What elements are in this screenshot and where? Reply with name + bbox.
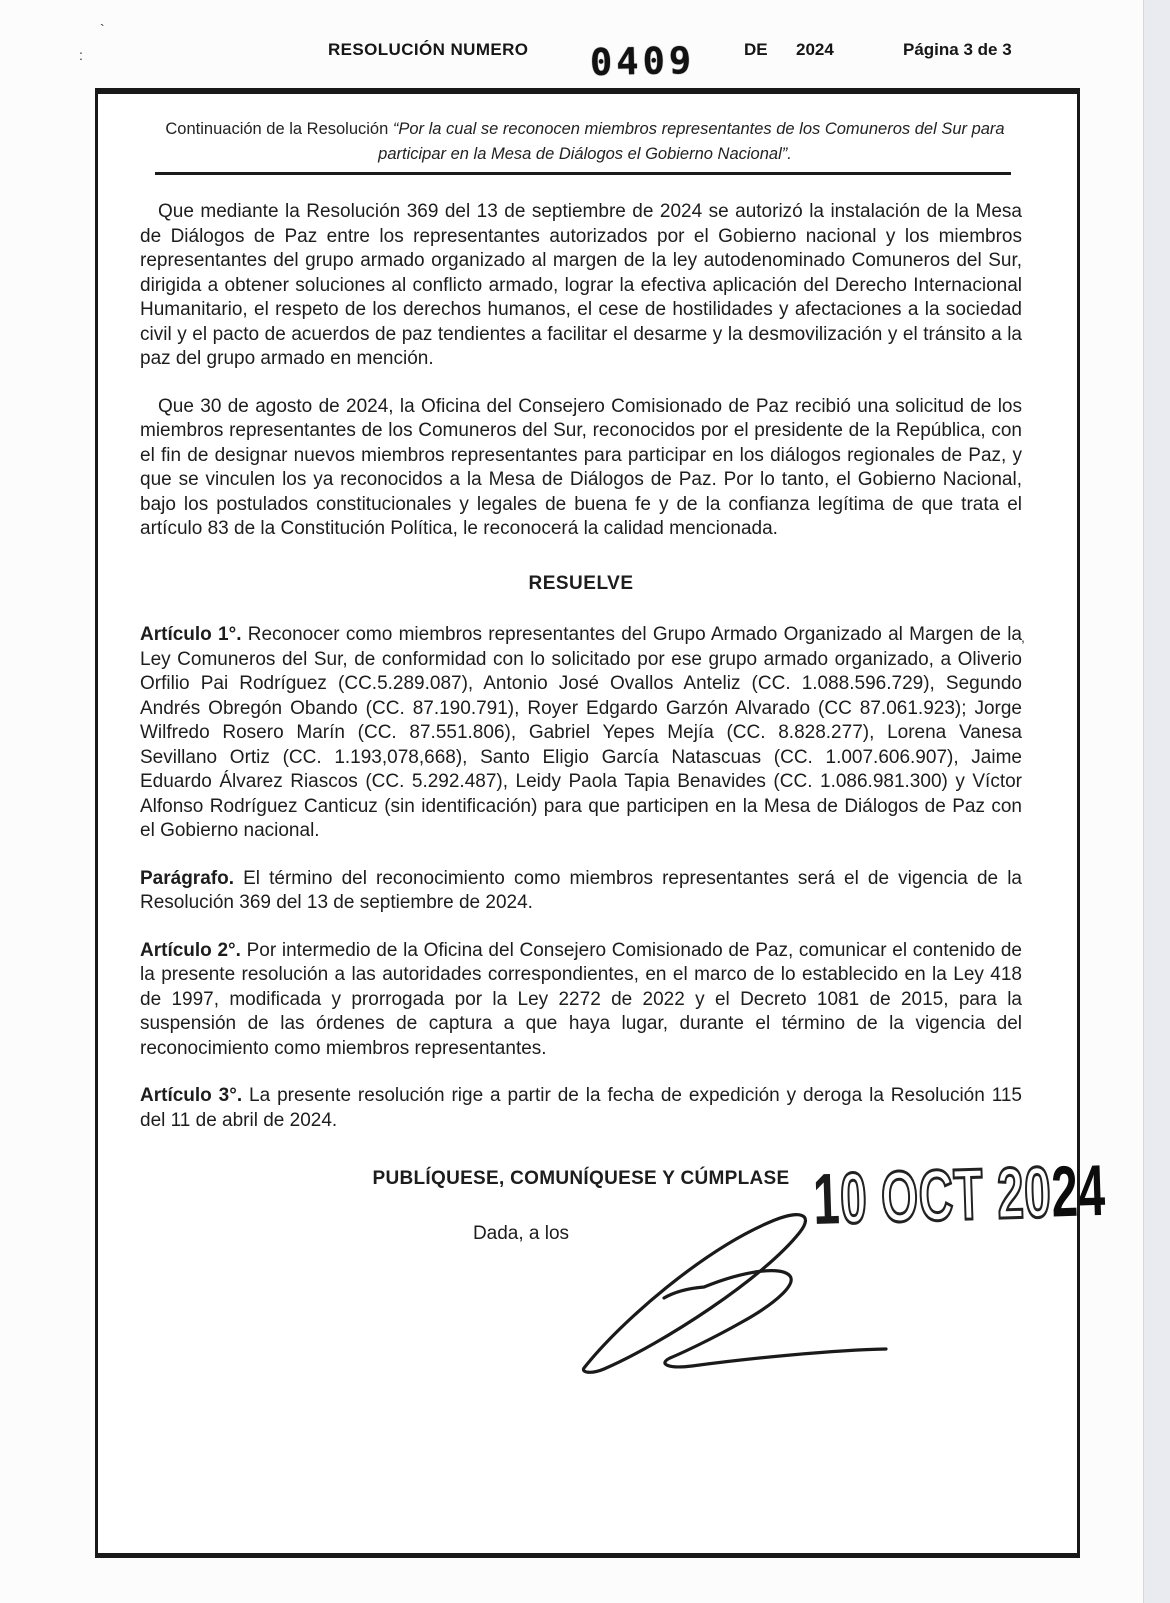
- continuation-title-quote-line1: “Por la cual se reconocen miembros representantes de los Comuneros del Sur para: [392, 120, 1005, 138]
- articulo-2-label: Artículo 2°.: [140, 939, 241, 961]
- articulo-2-text: Por intermedio de la Oficina del Consejero Comisionado de Paz, comunicar el contenido de la presente resolución a las autoridades correspondientes, en el marco de lo establecido en la Ley 418 de 1997, modificada y prorrogada por la Ley 2272 de 2022 y el Decreto 1081 de 2015, para la suspensión de las órdenes de captura a que haya lugar, durante el término de la vigencia del reconocimiento como miembros representantes.: [140, 939, 1022, 1059]
- publish-line: PUBLÍQUESE, COMUNÍQUESE Y CÚMPLASE: [372, 1168, 790, 1189]
- resolution-number-stamp: 0409: [589, 38, 696, 85]
- resolution-body: [140, 200, 1022, 1246]
- considerando-paragraph-1: Que mediante la Resolución 369 del 13 de septiembre de 2024 se autorizó la instalación de la Mesa de Diálogos de Paz entre los representantes autorizados por el Gobierno nacional y los miembros representantes del grupo armado organizado al margen de la ley autodenominado Comuneros del Sur, dirigida a obtener soluciones al conflicto armado, lograr la efectiva aplicación del Derecho Internacional Humanitario, el respeto de los derechos humanos, el cese de hostilidades y afectaciones a la sociedad civil y el pacto de acuerdos de paz tendientes a facilitar el desarme y la desmovilización y el tránsito a la paz del grupo armado en mención.: [140, 201, 1022, 369]
- continuation-title-quote-line2: participar en la Mesa de Diálogos el Gobierno Nacional”.: [378, 145, 792, 163]
- scan-artifact: `: [100, 21, 105, 37]
- articulo-3-label: Artículo 3°.: [140, 1085, 243, 1106]
- header-de-label: DE: [744, 40, 768, 59]
- articulo-2-paragraph: [140, 939, 1022, 1062]
- paragrafo-label: Parágrafo.: [140, 867, 234, 889]
- resuelve-heading: RESUELVE: [528, 572, 634, 594]
- date-stamp-day: 1: [811, 1159, 842, 1240]
- scan-artifact: ,: [1021, 629, 1025, 645]
- resolution-header-label: RESOLUCIÓN NUMERO: [328, 40, 529, 59]
- articulo-3-paragraph: [140, 1084, 1022, 1133]
- paragrafo-text: El término del reconocimiento como miembros representantes será el de vigencia de la Resolución 369 del 13 de septiembre de 2024.: [140, 867, 1022, 913]
- articulo-3-text: La presente resolución rige a partir de la fecha de expedición y deroga la Resolución 115 del 11 de abril de 2024.: [140, 1085, 1022, 1131]
- date-stamp-year-bold: 24: [1050, 1150, 1107, 1233]
- articulo-1-label: Artículo 1°.: [140, 624, 242, 645]
- continuation-title: [150, 117, 1020, 167]
- articulo-1-text: Reconocer como miembros representantes del Grupo Armado Organizado al Margen de la Ley Comuneros del Sur, de conformidad con lo solicitado por ese grupo armado organizado, a Oliverio Orfilio Pai Rodríguez (CC.5.289.087), Antonio José Ovallos Anteliz (CC. 1.088.596.729), Segundo Andrés Obregón Obando (CC. 87.190.791), Royer Edgardo Garzón Alvarado (CC 87.061.923); Jorge Wilfredo Rosero Marín (CC. 87.551.806), Gabriel Yepes Mejía (CC. 8.828.277), Lorena Vanesa Sevillano Ortiz (CC. 1.193,078,668), Santo Eligio García Natascuas (CC. 1.007.606.907), Jaime Eduardo Álvarez Riascos (CC. 5.292.487), Leidy Paola Tapia Benavides (CC. 1.086.981.300) y Víctor Alfonso Rodríguez Canticuz (sin identificación) para que participen en la Mesa de Diálogos de Paz con el Gobierno nacional.: [140, 624, 1022, 841]
- title-divider-rule: [155, 172, 1011, 175]
- page-indicator: Página 3 de 3: [903, 40, 1012, 59]
- considerando-paragraph-2: Que 30 de agosto de 2024, la Oficina del Consejero Comisionado de Paz recibió una solicitud de los miembros representantes de los Comuneros del Sur, reconocidos por el presidente de la República, con el fin de designar nuevos miembros representantes para participar en los diálogos regionales de Paz, y que se vinculen los ya reconocidos a la Mesa de Diálogos de Paz. Por lo tanto, el Gobierno Nacional, bajo los postulados constitucionales y legales de buena fe y de la confianza legítima de que trata el artículo 83 de la Constitución Política, le reconocerá la calidad mencionada.: [140, 395, 1022, 539]
- header-year: 2024: [796, 40, 834, 59]
- scan-edge-strip: [1143, 0, 1170, 1603]
- date-stamp-outline-part: 0 OCT 20: [838, 1152, 1053, 1240]
- date-stamp: [811, 1150, 1107, 1240]
- continuation-title-prefix: Continuación de la Resolución: [165, 120, 393, 138]
- dada-line: Dada, a los: [472, 1222, 570, 1244]
- paragrafo-paragraph: [140, 867, 1022, 916]
- articulo-1-paragraph: [140, 623, 1022, 844]
- scan-artifact: :: [79, 47, 83, 63]
